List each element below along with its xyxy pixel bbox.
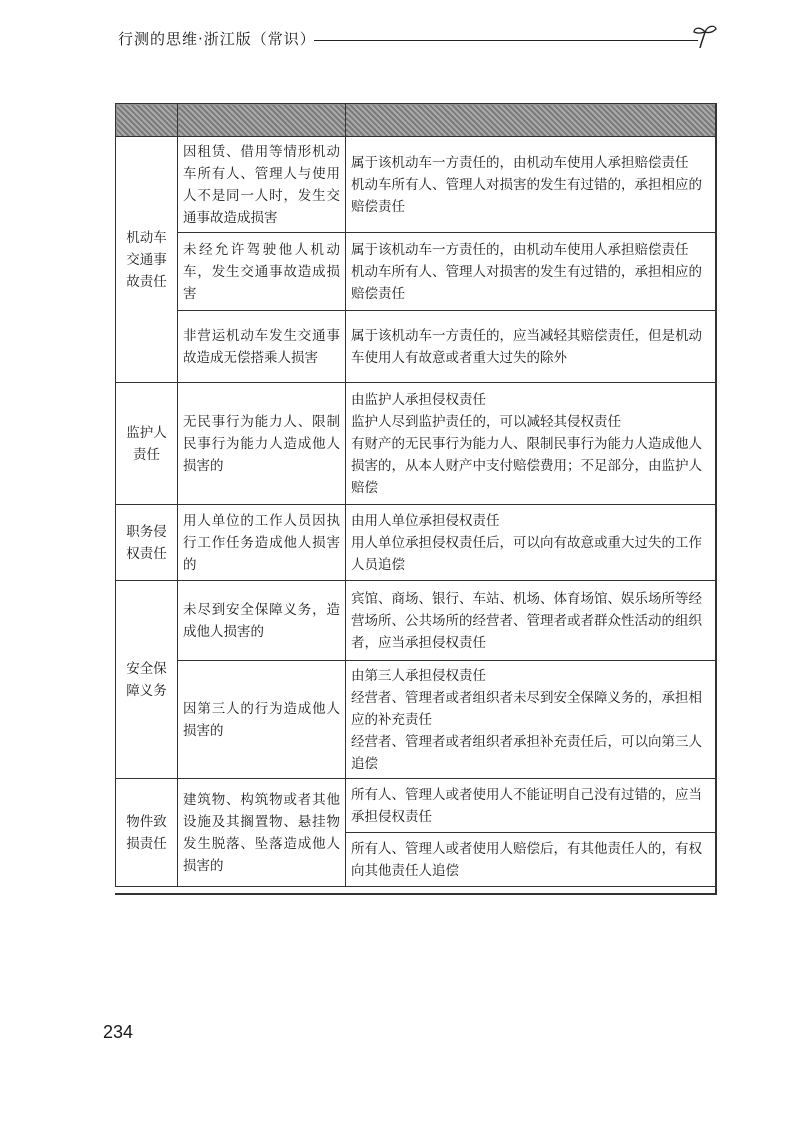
- table-row: [116, 137, 716, 233]
- liability-cell: [346, 233, 716, 311]
- liability-line: 属于该机动车一方责任的，由机动车使用人承担赔偿责任: [351, 241, 689, 258]
- liability-line: 有财产的无民事行为能力人、限制民事行为能力人造成他人损害的，从本人财产中支付赔偿费用；不足部分，由监护人赔偿: [351, 435, 702, 496]
- condition-cell: 非营运机动车发生交通事故造成无偿搭乘人损害: [178, 311, 346, 383]
- category-cell: 安全保障义务: [116, 581, 178, 779]
- header-cell-condition: [178, 104, 346, 137]
- category-cell: 监护人责任: [116, 383, 178, 505]
- header-cell-category: [116, 104, 178, 137]
- liability-cell: [346, 779, 716, 833]
- category-cell: 职务侵权责任: [116, 505, 178, 581]
- condition-cell: 建筑物、构筑物或者其他设施及其搁置物、悬挂物发生脱落、坠落造成他人损害的: [178, 779, 346, 887]
- table-row: [116, 581, 716, 661]
- condition-cell: 用人单位的工作人员因执行工作任务造成他人损害的: [178, 505, 346, 581]
- table-header-row: [116, 104, 716, 137]
- liability-cell: [346, 661, 716, 779]
- header-cell-liability: [346, 104, 716, 137]
- table-row: [116, 233, 716, 311]
- liability-line: 由监护人承担侵权责任: [351, 391, 486, 408]
- condition-cell: 未尽到安全保障义务，造成他人损害的: [178, 581, 346, 661]
- category-cell: 物件致损责任: [116, 779, 178, 887]
- liability-line: 属于该机动车一方责任的，由机动车使用人承担赔偿责任: [351, 154, 689, 171]
- table-row: [116, 383, 716, 505]
- liability-line: 机动车所有人、管理人对损害的发生有过错的，承担相应的赔偿责任: [351, 176, 702, 215]
- header-rule: [314, 40, 698, 41]
- category-cell: 机动车交通事故责任: [116, 137, 178, 383]
- liability-line: 所有人、管理人或者使用人不能证明自己没有过错的，应当承担侵权责任: [351, 786, 702, 825]
- sprout-icon: [690, 22, 720, 52]
- condition-cell: 因租赁、借用等情形机动车所有人、管理人与使用人不是同一人时，发生交通事故造成损害: [178, 137, 346, 233]
- liability-line: 机动车所有人、管理人对损害的发生有过错的，承担相应的赔偿责任: [351, 263, 702, 302]
- liability-line: 由第三人承担侵权责任: [351, 667, 486, 684]
- table-sheet: [115, 103, 717, 895]
- liability-table: [115, 103, 716, 887]
- liability-line: 经营者、管理者或者组织者未尽到安全保障义务的，承担相应的补充责任: [351, 689, 702, 728]
- table-row: [116, 779, 716, 833]
- liability-cell: [346, 581, 716, 661]
- liability-line: 由用人单位承担侵权责任: [351, 512, 500, 529]
- condition-cell: 因第三人的行为造成他人损害的: [178, 661, 346, 779]
- liability-line: 所有人、管理人或者使用人赔偿后，有其他责任人的，有权向其他责任人追偿: [351, 840, 702, 879]
- liability-cell: [346, 383, 716, 505]
- liability-line: 经营者、管理者或者组织者承担补充责任后，可以向第三人追偿: [351, 733, 702, 772]
- liability-cell: [346, 137, 716, 233]
- condition-cell: 无民事行为能力人、限制民事行为能力人造成他人损害的: [178, 383, 346, 505]
- liability-line: 属于该机动车一方责任的，应当减轻其赔偿责任，但是机动车使用人有故意或者重大过失的除外: [351, 327, 702, 366]
- page-header: [118, 28, 718, 54]
- liability-cell: [346, 505, 716, 581]
- liability-line: 用人单位承担侵权责任后，可以向有故意或重大过失的工作人员追偿: [351, 534, 702, 573]
- table-row: [116, 661, 716, 779]
- table-row: [116, 311, 716, 383]
- liability-cell: [346, 833, 716, 887]
- liability-line: 监护人尽到监护责任的，可以减轻其侵权责任: [351, 413, 621, 430]
- liability-cell: [346, 311, 716, 383]
- liability-line: 宾馆、商场、银行、车站、机场、体育场馆、娱乐场所等经营场所、公共场所的经营者、管理者或者群众性活动的组织者，应当承担侵权责任: [351, 590, 702, 651]
- page-number: 234: [103, 1022, 134, 1042]
- table-row: [116, 505, 716, 581]
- condition-cell: 未经允许驾驶他人机动车，发生交通事故造成损害: [178, 233, 346, 311]
- running-head-title: 行测的思维·浙江版（常识）: [118, 30, 316, 48]
